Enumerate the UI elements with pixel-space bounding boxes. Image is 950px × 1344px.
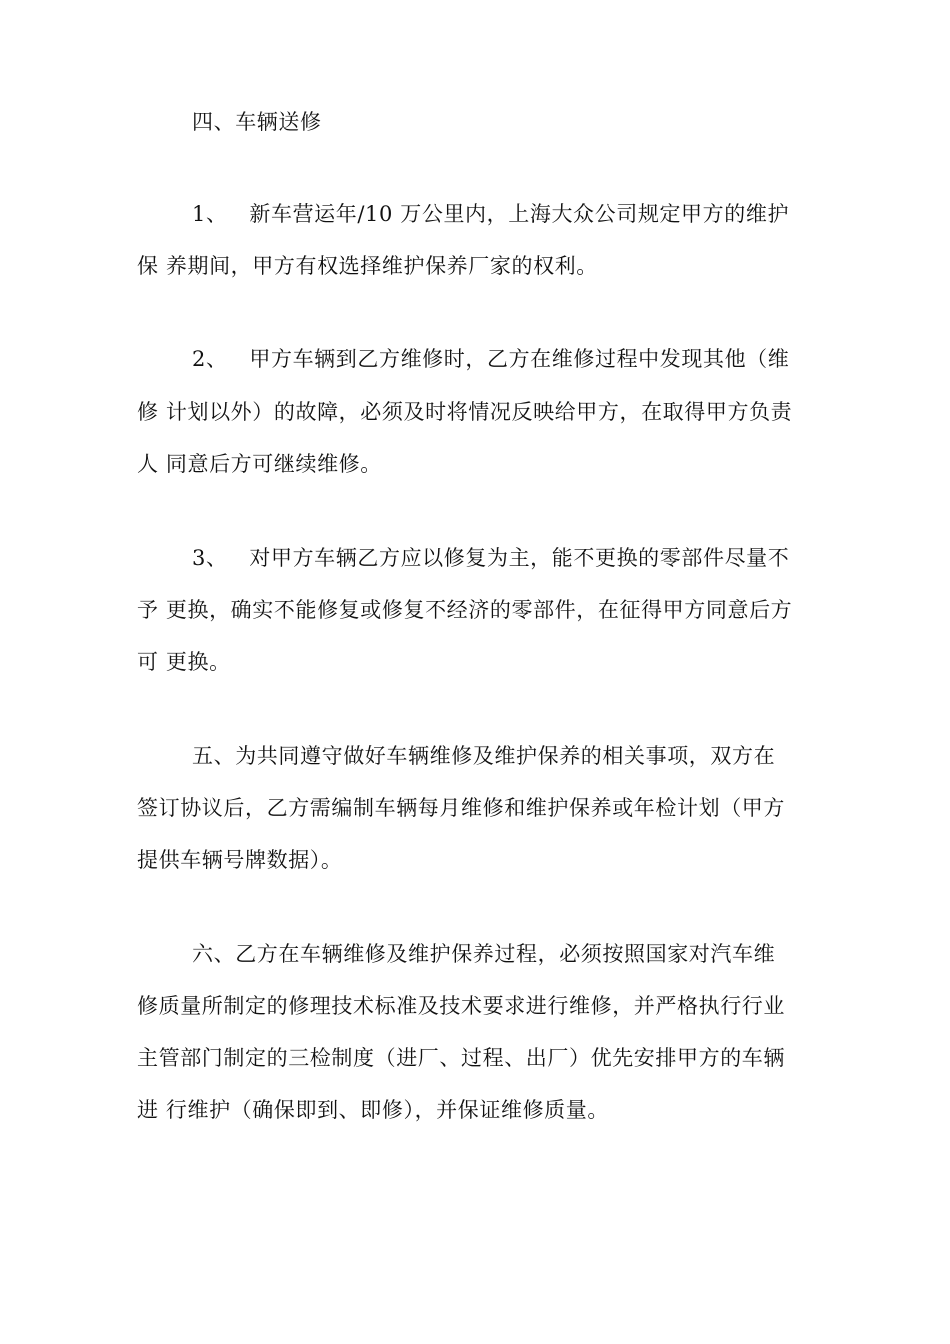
section-6-line-1: 六、乙方在车辆维修及维护保养过程，必须按照国家对汽车维	[192, 942, 776, 966]
item-2-line-3: 人 同意后方可继续维修。	[137, 452, 382, 476]
section-5-line-1: 五、为共同遵守做好车辆维修及维护保养的相关事项，双方在	[192, 744, 776, 768]
item-2-line-2: 修 计划以外）的故障，必须及时将情况反映给甲方，在取得甲方负责	[137, 400, 793, 424]
item-1-line-2: 保 养期间，甲方有权选择维护保养厂家的权利。	[137, 254, 598, 278]
item-3-line-2: 予 更换，确实不能修复或修复不经济的零部件，在征得甲方同意后方	[137, 598, 793, 622]
section-5-line-3: 提供车辆号牌数据）。	[137, 848, 343, 872]
section-4-heading: 四、车辆送修	[192, 110, 322, 134]
section-5-line-2: 签订协议后，乙方需编制车辆每月维修和维护保养或年检计划（甲方	[137, 796, 785, 820]
item-3-line-3: 可 更换。	[137, 650, 231, 674]
item-1-line-1: 1、 新车营运年/10 万公里内，上海大众公司规定甲方的维护	[192, 202, 790, 226]
section-6-line-3: 主管部门制定的三检制度（进厂、过程、出厂）优先安排甲方的车辆	[137, 1046, 785, 1070]
item-3-line-1: 3、 对甲方车辆乙方应以修复为主，能不更换的零部件尽量不	[192, 546, 790, 570]
section-6-line-4: 进 行维护（确保即到、即修），并保证维修质量。	[137, 1098, 609, 1122]
section-6-line-2: 修质量所制定的修理技术标准及技术要求进行维修，并严格执行行业	[137, 994, 785, 1018]
item-2-line-1: 2、 甲方车辆到乙方维修时，乙方在维修过程中发现其他（维	[192, 347, 790, 371]
